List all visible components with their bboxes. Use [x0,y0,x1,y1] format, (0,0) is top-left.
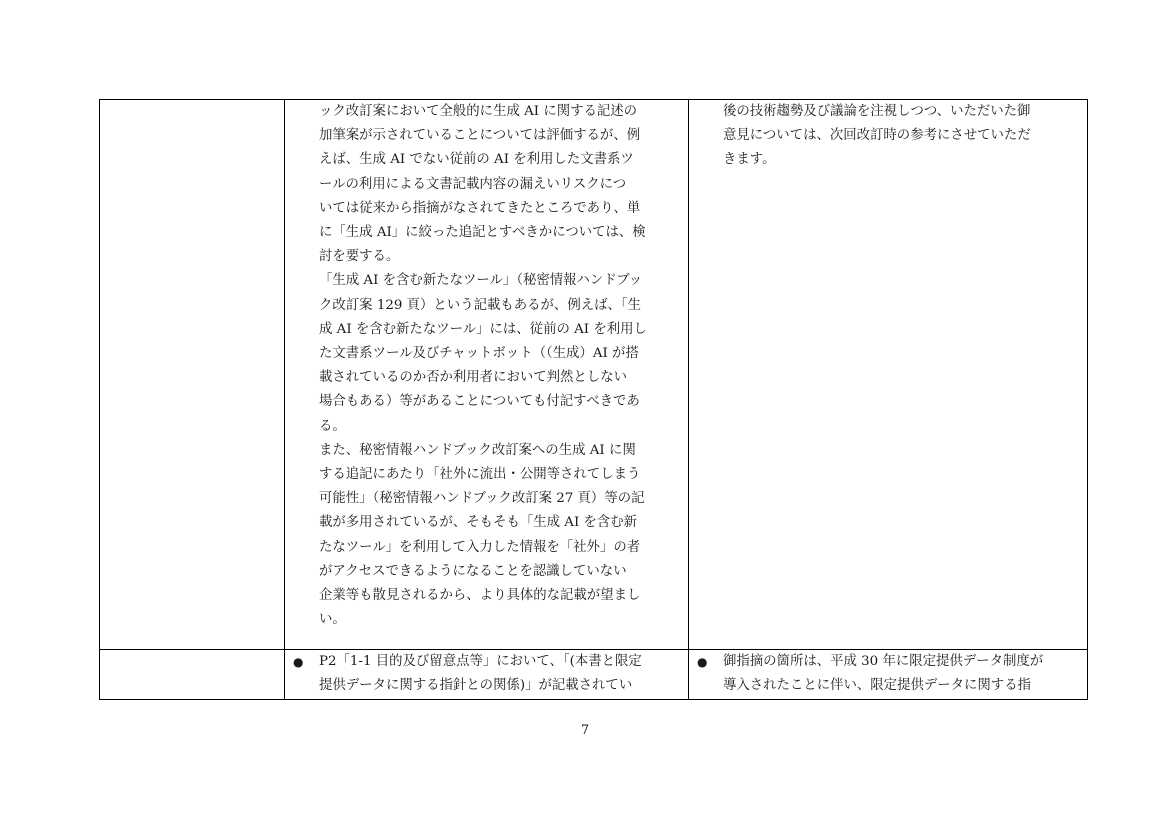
comment-response-table [99,99,1088,700]
row1-opinion-text [285,100,688,632]
row2-category-cell [100,650,285,700]
text-line: 成 AI を含む新たなツール」には、従前の AI を利用し [319,321,647,337]
text-line: えば、生成 AI でない従前の AI を利用した文書系ツ [319,152,634,168]
paragraph [319,100,682,269]
table-row [100,650,1088,700]
text-line: ック改訂案において全般的に生成 AI に関する記述の [319,104,638,119]
text-line: 加筆案が示されていることについては評価するが、例 [319,128,641,144]
text-line: い。 [319,612,346,628]
row2-opinion-text [319,650,682,698]
text-line: いては従来から指摘がなされてきたところであり、単 [319,200,641,216]
text-line: 載されているのか否か利用者において判然としない [319,370,627,386]
text-line: に「生成 AI」に絞った追記とすべきかについては、検 [319,225,646,241]
row1-response-text [689,100,1087,173]
bullet-icon: ● [293,655,304,669]
text-line: 場合もある）等があることについても付記すべきであ [319,394,640,410]
text-line: た文書系ツール及びチャットボット（（生成）AI が搭 [319,346,639,362]
row2-response-bullet-item [689,650,1087,698]
text-line: がアクセスできるようになることを認識していない [319,563,627,579]
page-number: 7 [580,723,590,738]
text-line: また、秘密情報ハンドブック改訂案への生成 AI に関 [319,442,636,458]
text-line: 後の技術趨勢及び議論を注視しつつ、いただいた御 [723,104,1031,119]
table-row [100,100,1088,650]
text-line: 意見については、次回改訂時の参考にさせていただ [723,128,1031,144]
text-line: ールの利用による文書記載内容の漏えいリスクにつ [319,176,627,192]
text-line: 討を要する。 [319,249,400,265]
row1-category-cell [100,100,285,650]
text-line: 導入されたことに伴い、限定提供データに関する指 [723,678,1031,694]
text-line: 「生成 AI を含む新たなツール」（秘密情報ハンドブッ [319,273,643,289]
row2-opinion-cell [285,650,689,700]
row2-response-text [723,650,1081,698]
bullet-icon: ● [697,655,708,669]
text-line: 御指摘の箇所は、平成 30 年に限定提供データ制度が [723,654,1044,669]
row1-response-cell [689,100,1088,650]
text-line: する追記にあたり「社外に流出・公開等されてしまう [319,467,641,483]
text-line: 可能性」（秘密情報ハンドブック改訂案 27 頁）等の記 [319,491,645,507]
row2-response-cell [689,650,1088,700]
text-line: 載が多用されているが、そもそも「生成 AI を含む新 [319,515,638,531]
paragraph [319,439,682,633]
row2-opinion-bullet-item [285,650,688,698]
text-line: 企業等も散見されるから、より具体的な記載が望まし [319,588,641,604]
text-line: る。 [319,418,346,434]
text-line: P2「1-1 目的及び留意点等」において、「(本書と限定 [319,654,642,669]
text-line: ク改訂案 129 頁）という記載もあるが、例えば、「生 [319,297,641,313]
text-line: たなツール」を利用して入力した情報を「社外」の者 [319,539,641,555]
text-line: きます。 [723,152,776,168]
text-line: 提供データに関する指針との関係)」が記載されてい [319,678,633,694]
paragraph [319,269,682,438]
row1-opinion-cell [285,100,689,650]
